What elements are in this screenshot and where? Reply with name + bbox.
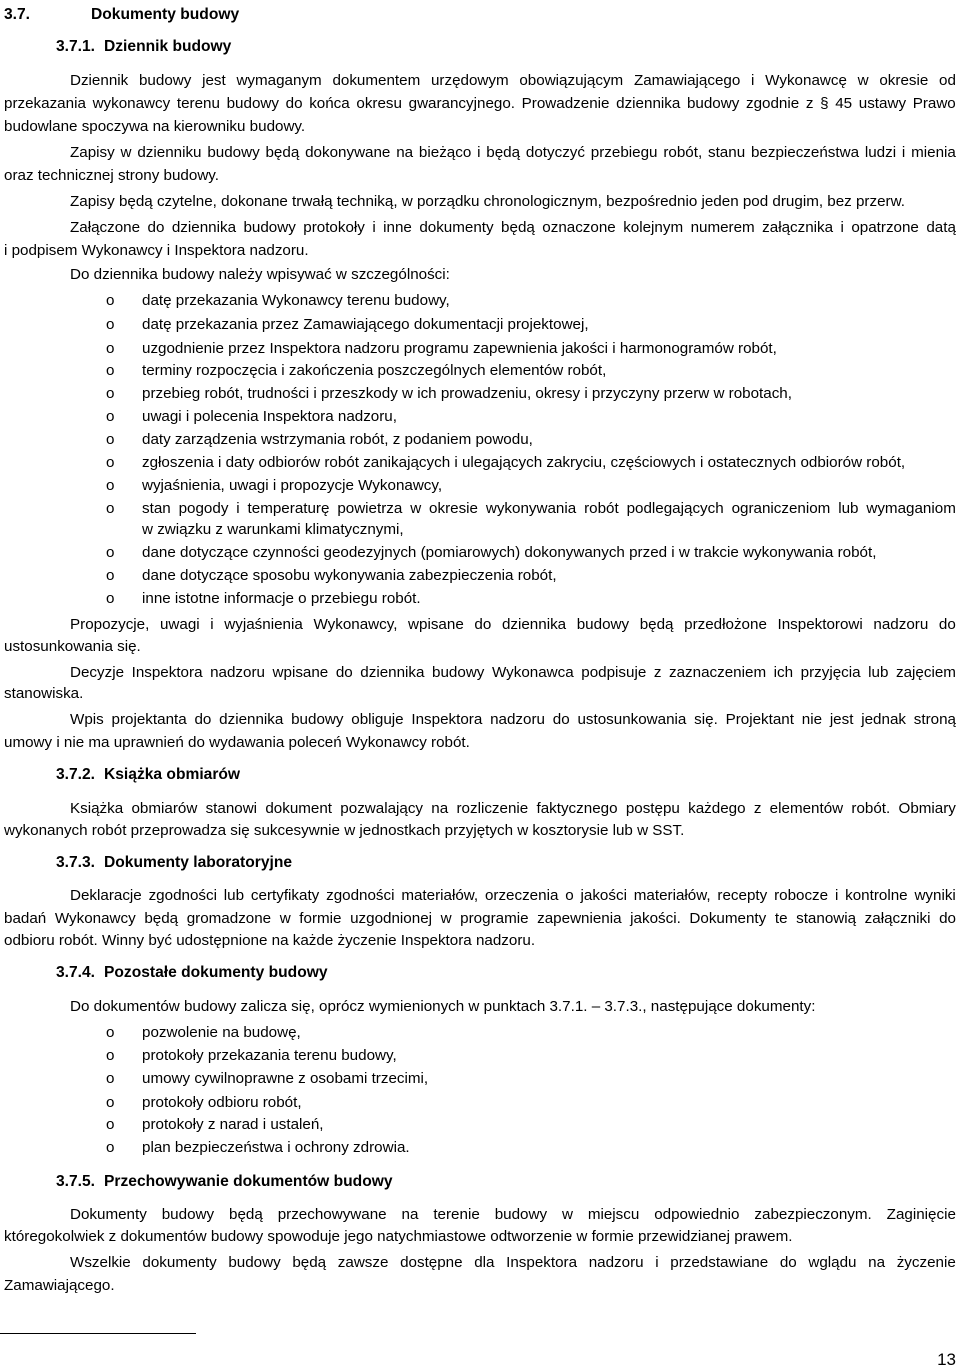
footer-divider [0, 1333, 196, 1334]
list-item: przebieg robót, trudności i przeszkody w ich prowadzeniu, okresy i przyczyny przerw w robotach, [142, 385, 792, 402]
list-item: datę przekazania przez Zamawiającego dokumentacji projektowej, [142, 316, 589, 333]
paragraph-line: przekazania wykonawcy terenu budowy do końca okresu gwarancyjnego. Prowadzenie dziennika budowy zgodnie z § 45 ustawy Prawo [4, 95, 956, 112]
list-item: inne istotne informacje o przebiegu robót. [142, 590, 421, 607]
list-bullet: o [106, 454, 115, 471]
section-heading-3-7-4 [56, 964, 328, 982]
list-bullet: o [106, 1024, 115, 1041]
paragraph-line: badań Wykonawcy będą gromadzone w formie uzgodnionej w programie zapewnienia jakości. Dokumenty te stanowią załączniki do [4, 910, 956, 927]
section-title: Dokumenty laboratoryjne [104, 854, 293, 871]
list-item-continuation: w związku z warunkami klimatycznymi, [142, 521, 404, 538]
list-bullet: o [106, 292, 115, 309]
paragraph-line: Dziennik budowy jest wymaganym dokumentem urzędowym obowiązującym Zamawiającego i Wykonawcę w okresie od [70, 72, 956, 89]
paragraph-line: Wszelkie dokumenty budowy będą zawsze dostępne dla Inspektora nadzoru i przedstawiane do wglądu na życzenie [70, 1254, 956, 1271]
paragraph-line: i podpisem Wykonawcy i Inspektora nadzoru. [4, 242, 309, 259]
section-number: 3.7.2. [56, 766, 96, 783]
list-bullet: o [106, 385, 115, 402]
list-bullet: o [106, 1139, 115, 1156]
list-bullet: o [106, 500, 115, 517]
paragraph-line: Zapisy w dzienniku budowy będą dokonywane na bieżąco i będą dotyczyć przebiegu robót, stanu bezpieczeństwa ludzi i mienia [70, 144, 956, 161]
section-heading-3-7 [4, 6, 240, 24]
section-title: Przechowywanie dokumentów budowy [104, 1173, 393, 1190]
paragraph-line: Deklaracje zgodności lub certyfikaty zgodności materiałów, orzeczenia o jakości materiałów, recepty robocze i kontrolne wyniki [70, 887, 956, 904]
list-item: pozwolenie na budowę, [142, 1024, 301, 1041]
list-bullet: o [106, 408, 115, 425]
list-item: wyjaśnienia, uwagi i propozycje Wykonawcy, [142, 477, 443, 494]
paragraph-line: któregokolwiek z dokumentów budowy spowoduje jego natychmiastowe odtworzenie w formie przewidzianej prawem. [4, 1228, 793, 1245]
section-number: 3.7. [4, 6, 31, 23]
list-item: plan bezpieczeństwa i ochrony zdrowia. [142, 1139, 410, 1156]
list-bullet: o [106, 1116, 115, 1133]
list-item: dane dotyczące sposobu wykonywania zabezpieczenia robót, [142, 567, 557, 584]
paragraph-line: Książka obmiarów stanowi dokument pozwalający na rozliczenie faktycznego postępu każdego z elementów robót. Obmiary [70, 800, 956, 817]
list-item: terminy rozpoczęcia i zakończenia poszczególnych elementów robót, [142, 362, 607, 379]
list-bullet: o [106, 477, 115, 494]
list-bullet: o [106, 340, 115, 357]
list-item: uzgodnienie przez Inspektora nadzoru programu zapewnienia jakości i harmonogramów robót, [142, 340, 777, 357]
list-bullet: o [106, 567, 115, 584]
list-item: datę przekazania Wykonawcy terenu budowy, [142, 292, 450, 309]
list-bullet: o [106, 590, 115, 607]
list-item: daty zarządzenia wstrzymania robót, z podaniem powodu, [142, 431, 533, 448]
section-title: Książka obmiarów [104, 766, 241, 783]
paragraph-line: Dokumenty budowy będą przechowywane na terenie budowy w miejscu odpowiednio zabezpieczonym. Zaginięcie [70, 1206, 956, 1223]
paragraph-line: budowlane spoczywa na kierowniku budowy. [4, 118, 306, 135]
paragraph-line: Do dziennika budowy należy wpisywać w szczególności: [70, 266, 450, 283]
paragraph-line: stanowiska. [4, 685, 84, 702]
list-bullet: o [106, 1047, 115, 1064]
paragraph-line: Zapisy będą czytelne, dokonane trwałą techniką, w porządku chronologicznym, bezpośrednio jeden pod drugim, bez przerw. [70, 193, 905, 210]
list-item: protokoły odbioru robót, [142, 1094, 302, 1111]
list-item: dane dotyczące czynności geodezyjnych (pomiarowych) dokonywanych przed i w trakcie wykonywania robót, [142, 544, 877, 561]
list-bullet: o [106, 1094, 115, 1111]
section-heading-3-7-5 [56, 1173, 393, 1191]
list-item: zgłoszenia i daty odbiorów robót zanikających i ulegających zakryciu, częściowych i ostatecznych odbiorów robót, [142, 454, 906, 471]
list-item: stan pogody i temperaturę powietrza w okresie wykonywania robót podlegających ograniczeniom lub wymaganiom [142, 500, 956, 517]
paragraph-line: Załączone do dziennika budowy protokoły i inne dokumenty będą oznaczone kolejnym numerem załącznika i opatrzone datą [70, 219, 956, 236]
section-number: 3.7.5. [56, 1173, 96, 1190]
section-title: Dokumenty budowy [91, 6, 240, 23]
section-title: Dziennik budowy [104, 38, 232, 55]
list-item: uwagi i polecenia Inspektora nadzoru, [142, 408, 397, 425]
paragraph-line: Do dokumentów budowy zalicza się, oprócz wymienionych w punktach 3.7.1. – 3.7.3., następujące dokumenty: [70, 998, 816, 1015]
section-number: 3.7.3. [56, 854, 96, 871]
paragraph-line: wykonanych robót przeprowadza się sukcesywnie w jednostkach przyjętych w kosztorysie lub w SST. [4, 822, 685, 839]
paragraph-line: oraz technicznej strony budowy. [4, 167, 219, 184]
page-number: 13 [937, 1350, 956, 1369]
list-bullet: o [106, 316, 115, 333]
section-number: 3.7.1. [56, 38, 96, 55]
section-heading-3-7-2 [56, 766, 241, 784]
paragraph-line: Zamawiającego. [4, 1277, 115, 1294]
list-item: protokoły przekazania terenu budowy, [142, 1047, 397, 1064]
section-number: 3.7.4. [56, 964, 96, 981]
list-bullet: o [106, 362, 115, 379]
paragraph-line: Propozycje, uwagi i wyjaśnienia Wykonawcy, wpisane do dziennika budowy będą przedłożone Inspektorowi nadzoru do [70, 616, 956, 633]
list-item: umowy cywilnoprawne z osobami trzecimi, [142, 1070, 429, 1087]
section-heading-3-7-3 [56, 854, 293, 872]
list-bullet: o [106, 1070, 115, 1087]
paragraph-line: Decyzje Inspektora nadzoru wpisane do dziennika budowy Wykonawca podpisuje z zaznaczeniem ich przyjęcia lub zajęciem [70, 664, 956, 681]
section-title: Pozostałe dokumenty budowy [104, 964, 328, 981]
list-bullet: o [106, 431, 115, 448]
paragraph-line: ustosunkowania się. [4, 638, 141, 655]
section-heading-3-7-1 [56, 38, 232, 56]
paragraph-line: Wpis projektanta do dziennika budowy obliguje Inspektora nadzoru do ustosunkowania się. Projektant nie jest jednak stroną [70, 711, 956, 728]
paragraph-line: umowy i nie ma uprawnień do wydawania poleceń Wykonawcy robót. [4, 734, 470, 751]
paragraph-line: odbioru robót. Winny być udostępnione na każde życzenie Inspektora nadzoru. [4, 932, 536, 949]
list-bullet: o [106, 544, 115, 561]
list-item: protokoły z narad i ustaleń, [142, 1116, 324, 1133]
